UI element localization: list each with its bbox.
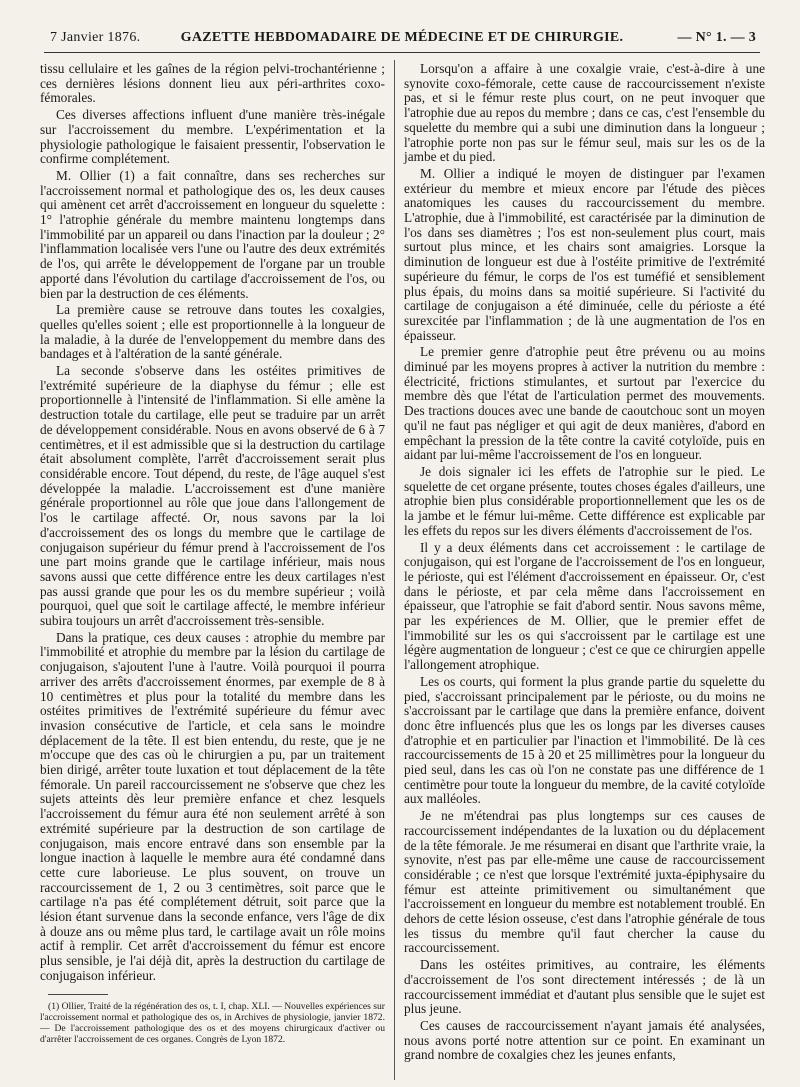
paragraph: Je dois signaler ici les effets de l'atrophie sur le pied. Le squelette de cet organe présente, toutes choses égales d'ailleurs, une atrophie bien plus considérable proportionnellement que les os de la jambe et le fémur lui-même. Cette différence est explicable par les effets du repos sur les divers éléments d'accroissement de l'os. [404, 463, 765, 538]
paragraph: Ces causes de raccourcissement n'ayant jamais été analysées, nous avons porté notre attention sur ce point. En examinant un grand nombre de coxalgies chez les jeunes enfants, [404, 1018, 765, 1063]
paragraph: M. Ollier (1) a fait connaître, dans ses recherches sur l'accroissement normal et pathologique des os, les deux causes qui amènent cet arrêt d'accroissement en longueur du squelette : 1° l'atrophie générale du membre maintenu longtemps dans l'immobilité par un appareil ou dans l'inaction par la douleur ; 2° l'inflammation localisée vers l'une ou l'autre des deux extrémités de l'os, qui arrête le développement de l'organe par un trouble apporté dans l'évolution du cartilage d'accroissement de l'os, ou bien par la destruction de ces éléments. [40, 167, 385, 301]
paragraph: Lorsqu'on a affaire à une coxalgie vraie, c'est-à-dire à une synovite coxo-fémorale, cette cause de raccourcissement n'existe pas, et si le fémur reste plus court, on ne peut invoquer que l'atrophie due au repos du membre ; dans ce cas, c'est l'ensemble du squelette du membre qui a subi une diminution dans la longueur ; l'atrophie porte non pas sur le fémur seul, mais sur les os de la jambe et du pied. [404, 61, 765, 165]
footnote: (1) Ollier, Traité de la régénération des os, t. I, chap. XLI. — Nouvelles expériences sur l'accroissement normal et pathologique des os, in Archives de physiologie, janvier 1872. — De l'accroissement pathologique des os et des moyens chirurgicaux d'activer ou d'arrêter l'accroissement de ces organes. Congrès de Lyon 1872. [40, 1000, 385, 1045]
column-divider [394, 60, 395, 1080]
issue-number: — N° 1. — 3 [677, 30, 756, 45]
paragraph: tissu cellulaire et les gaînes de la région pelvi-trochantérienne ; ces dernières lésions donnent lieu aux péri-arthrites coxo-fémorales. [40, 61, 385, 106]
page-header [44, 30, 760, 53]
paragraph: M. Ollier a indiqué le moyen de distinguer par l'examen extérieur du membre et mieux encore par l'étude des pièces anatomiques les causes du raccourcissement du membre. L'atrophie, due à l'immobilité, est caractérisée par la diminution de l'os dans ses diamètres ; l'os est non-seulement plus court, mais surtout plus mince, et les chairs sont amaigries. Lorsque la diminution de longueur est due à l'ostéite primitive de l'extrémité supérieure du fémur, le corps de l'os est tuméfié et sensiblement plus épais, du moins dans sa moitié supérieure. Si l'activité du cartilage de conjugaison a été diminuée, celle du périoste a été surexcitée par l'inflammation ; de là une augmentation de l'os en épaisseur. [404, 165, 765, 343]
publication-title: GAZETTE HEBDOMADAIRE DE MÉDECINE ET DE CHIRURGIE. [180, 30, 624, 45]
paragraph: Je ne m'étendrai pas plus longtemps sur ces causes de raccourcissement indépendantes de la luxation ou du déplacement de la tête fémorale. Je me résumerai en disant que l'arthrite vraie, la synovite, n'est pas par elle-même une cause de raccourcissement considérable ; ce n'est que lorsque l'extrémité juxta-épiphysaire du fémur est atteinte primitivement ou simultanément que l'accroissement en longueur du membre est notablement troublé. En dehors de cette lésion osseuse, c'est dans l'atrophie générale de tous les tissus du membre qu'il faut chercher la cause du raccourcissement. [404, 808, 765, 956]
paragraph: Le premier genre d'atrophie peut être prévenu ou au moins diminué par les moyens propres à activer la nutrition du membre : électricité, frictions stimulantes, et surtout par l'exercice du membre dès que l'état de l'articulation permet des mouvements. Des tractions douces avec une bande de caoutchouc sont un moyen qu'il ne faut pas négliger et qui agit de deux manières, d'abord en empêchant la pression de la tête contre la cavité cotyloïde, puis en aidant par lui-même l'accroissement de l'os en longueur. [404, 344, 765, 463]
right-column [404, 62, 765, 1065]
paragraph: Ces diverses affections influent d'une manière très-inégale sur l'accroissement du membre. L'expérimentation et la physiologie pathologique le faisaient pressentir, l'observation le confirme complétement. [40, 107, 385, 167]
paragraph: Dans la pratique, ces deux causes : atrophie du membre par l'immobilité et atrophie du membre par la lésion du cartilage de conjugaison, s'ajoutent l'une à l'autre. Voilà pourquoi il pourra arriver des arrêts d'accroissement énormes, par exemple de 8 à 10 centimètres et plus pour la totalité du membre dans les ostéites primitives de l'extrémité supérieure du fémur avec invasion consécutive de l'article, et cela sans le moindre déplacement de la tête. Il est bien entendu, du reste, que je ne m'occupe que des cas où le chirurgien a pu, par un traitement bien dirigé, arrêter toute luxation et tout déplacement de la tête fémorale. Un pareil raccourcissement ne s'observe que chez les sujets atteints dès leur première enfance et chez lesquels l'accroissement du fémur aura été non seulement arrêté à son extrémité supérieure par la destruction de son cartilage de conjugaison, mais encore entravé dans son ensemble par la longue inaction à laquelle le membre aura été condamné dans cette cure laborieuse. Le plus souvent, on trouve un raccourcissement de 1, 2 ou 3 centimètres, soit parce que le cartilage n'a pas été complétement détruit, soit parce que la lésion étant survenue dans la seconde enfance, vers l'âge de dix à douze ans ou même plus tard, le cartilage avait un rôle moins actif à remplir. Cet arrêt d'accroissement du fémur est encore plus sensible, je l'ai déjà dit, après la destruction du cartilage de conjugaison inférieur. [40, 629, 385, 983]
footnote-separator [48, 994, 108, 995]
left-column [40, 62, 385, 1047]
paragraph: Dans les ostéites primitives, au contraire, les éléments d'accroissement de l'os sont directement intéressés ; de là un raccourcissement immédiat et d'autant plus sensible que le sujet est plus jeune. [404, 957, 765, 1017]
paragraph: Il y a deux éléments dans cet accroissement : le cartilage de conjugaison, qui est l'organe de l'accroissement de l'os en longueur, le périoste, qui est l'élément d'accroissement en épaisseur. Or, c'est dans le périoste, et par cela même dans l'accroissement en épaisseur, que l'atrophie se fait d'abord sentir. Nous savons même, par les expériences de M. Ollier, que le premier effet de l'immobilité sur les os qui s'accroissent par le cartilage est une légère augmentation de longueur ; c'est ce que ce chirurgien appelle l'allongement atrophique. [404, 539, 765, 673]
issue-date: 7 Janvier 1876. [50, 30, 141, 45]
paragraph: Les os courts, qui forment la plus grande partie du squelette du pied, s'accroissant principalement par le périoste, ou du moins ne s'accroissant par le cartilage que dans la première enfance, doivent donc être influencés plus que les os longs par les diverses causes d'atrophie et en particulier par l'inaction et l'immobilité. De là ces raccourcissements de 15 à 20 et 25 millimètres pour la longueur du pied seul, dans les cas où l'on ne constate pas une différence de 1 centimètre pour toute la longueur du membre, de la cavité cotyloïde aux malléoles. [404, 673, 765, 807]
paragraph: La première cause se retrouve dans toutes les coxalgies, quelles qu'elles soient ; elle est proportionnelle à la longueur de la maladie, à la durée de l'enveloppement du membre dans des bandages et à l'altération de la santé générale. [40, 302, 385, 362]
paragraph: La seconde s'observe dans les ostéites primitives de l'extrémité supérieure de la diaphyse du fémur ; elle est proportionnelle à l'intensité de l'inflammation. Si elle amène la destruction totale du cartilage, elle peut se traduire par un arrêt de développement considérable. Nous en avons observé de 6 à 7 centimètres, et il est admissible que si la destruction du cartilage était absolument complète, l'arrêt d'accroissement serait plus considérable encore. Tout dépend, du reste, de l'âge auquel s'est développée la maladie. L'accroissement est d'une manière générale proportionnel au rôle que joue dans l'allongement de l'os le cartilage affecté. Or, nous savons par la loi d'accroissement des os longs du membre que le cartilage de conjugaison supérieur du fémur prend à l'accroissement de l'os une part moins grande que le cartilage inférieur, mais nous savons aussi que cette différence entre les deux cartilages n'est pas aussi grande que pour les os du membre supérieur ; voilà pourquoi, quel que soit le cartilage affecté, le membre inférieur subira toujours un arrêt d'accroissement très-sensible. [40, 363, 385, 629]
